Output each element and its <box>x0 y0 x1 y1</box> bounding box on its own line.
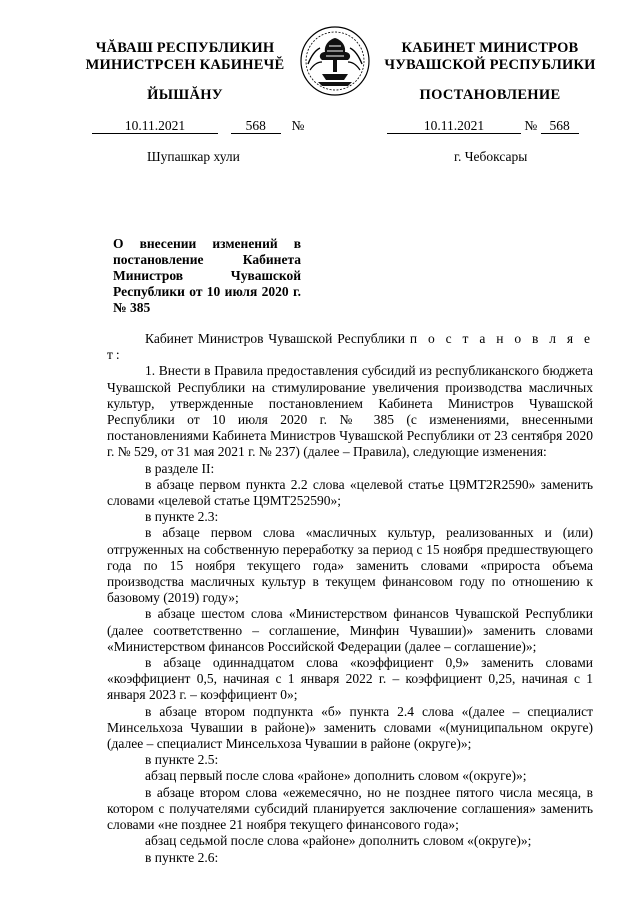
document-body <box>107 331 593 866</box>
document-title: О внесении изменений в постановление Кабинета Министров Чувашской Республики от 10 июля 2020 г. № 385 <box>113 236 301 315</box>
right-date: 10.11.2021 <box>387 118 521 134</box>
header-left-line2: МИНИСТРСЕН КАБИНЕЧĔ <box>85 57 285 73</box>
header-left-line1: ЧĂВАШ РЕСПУБЛИКИН <box>95 40 275 56</box>
body-paragraph: абзац первый после слова «районе» дополнить словом «(округе)»; <box>145 768 527 784</box>
body-paragraph: в абзаце одиннадцатом слова «коэффициент 0,9» заменить словами «коэффициент 0,5, начиная с 1 января 2022 г. – коэффициент 0,25, начиная с 1 января 2023 г. – коэффициент 0»; <box>107 655 593 703</box>
chuvash-emblem-icon <box>298 24 372 98</box>
left-registration-line <box>92 118 304 134</box>
body-paragraph: в абзаце втором слова «ежемесячно, но не позднее пятого числа месяца, в котором с получателями субсидий планируется заключение соглашения» заменить словами «не позднее 21 ноября текущего финансового года»; <box>107 784 593 833</box>
header-left-title <box>80 40 290 74</box>
right-registration-line <box>387 118 579 134</box>
left-number: 568 <box>231 118 281 134</box>
right-number: 568 <box>541 118 579 134</box>
body-paragraph: в разделе II: <box>145 460 215 476</box>
body-paragraph: 1. Внести в Правила предоставления субсидий из республиканского бюджета Чувашской Республики на стимулирование увеличения производства масличных культур, утвержденные постановлением Кабинета Министров Чувашской Республики от 10 июля 2020 г. № 385 (с изменениями, внесенными постановлениями Кабинета Министров Чувашской Республики от 23 сентября 2020 г. № 529, от 31 мая 2021 г. № 237) (далее – Правила), следующие изменения: <box>107 363 593 460</box>
intro-text: Кабинет Министров Чувашской Республики <box>145 331 405 346</box>
header-right-line2: ЧУВАШСКОЙ РЕСПУБЛИКИ <box>384 57 596 73</box>
place-left: Шупашкар хули <box>147 149 240 164</box>
body-paragraph: в абзаце втором подпункта «б» пункта 2.4 слова «(далее – специалист Минсельхоза Чувашии в районе)» заменить словами «(муниципальном округе) (далее – специалист Минсельхоза Чувашии в районе (округе)»; <box>107 703 593 752</box>
left-date: 10.11.2021 <box>92 118 218 134</box>
body-paragraph: в пункте 2.3: <box>145 509 219 525</box>
left-number-sign: № <box>291 118 305 133</box>
body-paragraph: в абзаце первом пункта 2.2 слова «целевой статье Ц9МТ2R2590» заменить словами «целевой статье Ц9МТ252590»; <box>107 476 593 509</box>
doctype-right: ПОСТАНОВЛЕНИЕ <box>419 87 561 103</box>
body-paragraph: в пункте 2.6: <box>145 849 219 865</box>
intro-spaced: п о с т а н о в л я е т: <box>107 331 594 363</box>
header-right-line1: КАБИНЕТ МИНИСТРОВ <box>401 40 579 56</box>
intro-paragraph <box>107 331 593 363</box>
place-right: г. Чебоксары <box>454 149 528 164</box>
body-paragraph: в абзаце первом слова «масличных культур, реализованных и (или) отгруженных на собственную переработку за период с 15 ноября предшествующего года по 15 ноября текущего года» заменить словами «прироста объема производства масличных культур в текущем финансовом году по отношению к базовому (2019) году»; <box>107 525 593 606</box>
body-paragraph: абзац седьмой после слова «районе» дополнить словом «(округе)»; <box>145 833 532 849</box>
header-right-title <box>380 40 600 74</box>
body-paragraph: в абзаце шестом слова «Министерством финансов Чувашской Республики (далее соответственно – соглашение, Минфин Чувашии)» заменить словами «Министерством финансов Российской Федерации (далее – соглашение)»; <box>107 606 593 654</box>
doctype-left: ЙЫШĂНУ <box>147 87 223 103</box>
body-paragraph: в пункте 2.5: <box>145 752 219 768</box>
right-number-sign: № <box>524 118 538 133</box>
